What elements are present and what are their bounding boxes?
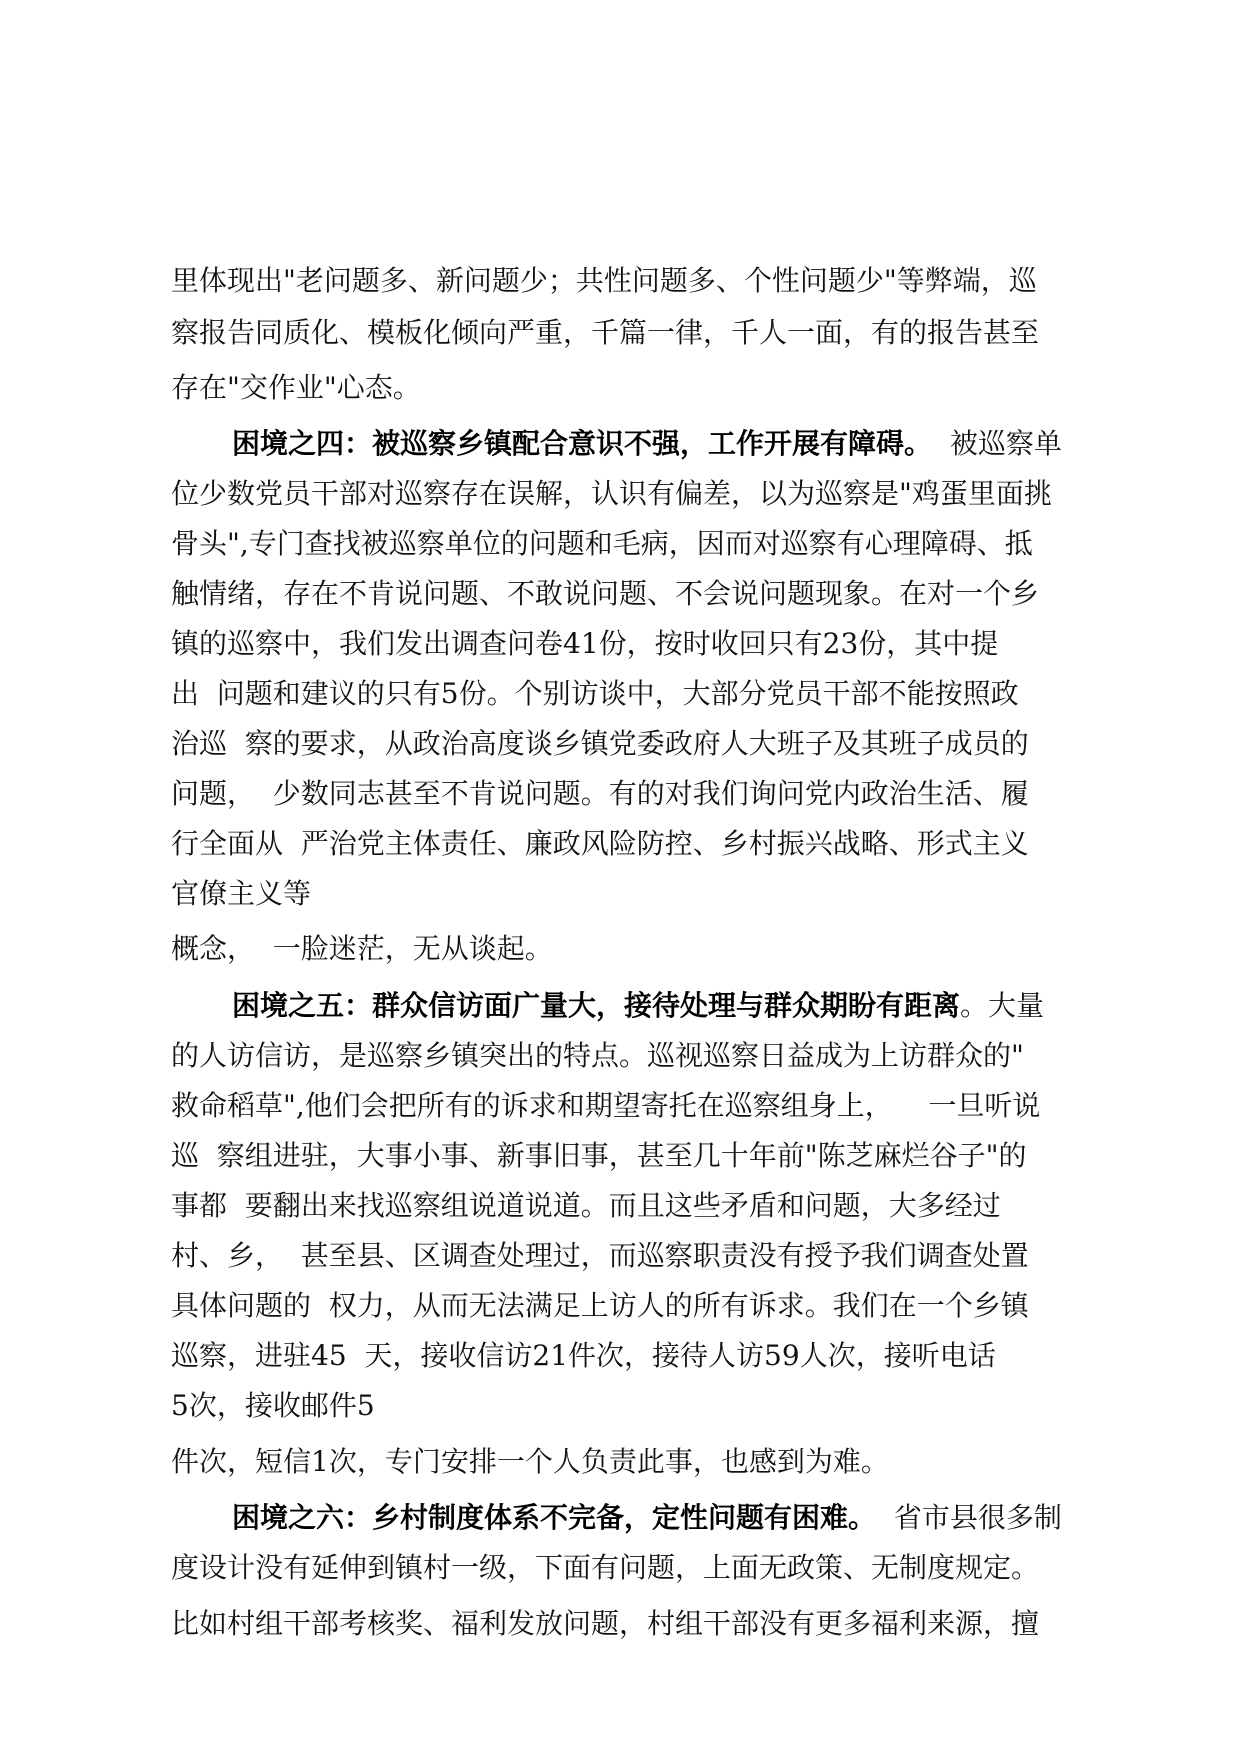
text-line: 问题， 少数同志甚至不肯说问题。有的对我们询问党内政治生活、履 <box>171 777 1029 810</box>
text-line: 官僚主义等 <box>171 877 312 910</box>
paragraph-5-heading: 困境之五：群众信访面广量大，接待处理与群众期盼有距离 <box>232 989 961 1022</box>
paragraph-6-heading: 困境之六：乡村制度体系不完备，定性问题有困难。 <box>232 1501 877 1534</box>
text-line: 治巡 察的要求，从政治高度谈乡镇党委政府人大班子及其班子成员的 <box>171 727 1029 760</box>
paragraph-6-lead: 省市县很多制 <box>876 1501 1062 1534</box>
text-line: 的人访信访，是巡察乡镇突出的特点。巡视巡察日益成为上访群众的" <box>171 1039 1024 1072</box>
paragraph-5-first-line <box>232 981 1072 1031</box>
text-line: 事都 要翻出来找巡察组说道说道。而且这些矛盾和问题，大多经过 <box>171 1189 1001 1222</box>
text-line: 触情绪，存在不肯说问题、不敢说问题、不会说问题现象。在对一个乡 <box>171 577 1040 610</box>
text-line: 位少数党员干部对巡察存在误解，认识有偏差，以为巡察是"鸡蛋里面挑 <box>171 477 1052 510</box>
text-line: 5次，接收邮件5 <box>171 1389 375 1422</box>
text-line: 骨头",专门查找被巡察单位的问题和毛病，因而对巡察有心理障碍、抵 <box>171 527 1033 560</box>
text-line: 巡 察组进驻，大事小事、新事旧事，甚至几十年前"陈芝麻烂谷子"的 <box>171 1139 1027 1172</box>
text-line: 比如村组干部考核奖、福利发放问题，村组干部没有更多福利来源，擅 <box>171 1607 1040 1640</box>
text-line: 概念， 一脸迷茫，无从谈起。 <box>171 932 553 965</box>
text-line: 行全面从 严治党主体责任、廉政风险防控、乡村振兴战略、形式主义 <box>171 827 1029 860</box>
text-line: 存在"交作业"心态。 <box>171 371 421 404</box>
text-line: 出 问题和建议的只有5份。个别访谈中，大部分党员干部不能按照政 <box>171 677 1019 710</box>
text-line: 度设计没有延伸到镇村一级，下面有问题，上面无政策、无制度规定。 <box>171 1551 1040 1584</box>
paragraph-6-first-line <box>232 1493 1072 1543</box>
text-line: 件次，短信1次，专门安排一个人负责此事，也感到为难。 <box>171 1445 889 1478</box>
text-line: 救命稻草",他们会把所有的诉求和期望寄托在巡察组身上， 一旦听说 <box>171 1089 1041 1122</box>
text-line: 村、乡， 甚至县、区调查处理过，而巡察职责没有授予我们调查处置 <box>171 1239 1029 1272</box>
paragraph-4-heading: 困境之四：被巡察乡镇配合意识不强，工作开展有障碍。 <box>232 427 933 460</box>
text-line: 镇的巡察中，我们发出调查问卷41份，按时收回只有23份，其中提 <box>171 627 999 660</box>
text-line: 里体现出"老问题多、新问题少；共性问题多、个性问题少"等弊端，巡 <box>171 264 1037 297</box>
paragraph-4-lead: 被巡察单 <box>932 427 1062 460</box>
text-line: 察报告同质化、模板化倾向严重，千篇一律，千人一面，有的报告甚至 <box>171 316 1040 349</box>
paragraph-4-first-line <box>232 419 1072 469</box>
text-line: 巡察，进驻45 天，接收信访21件次，接待人访59人次，接听电话 <box>171 1339 996 1372</box>
text-line: 具体问题的 权力，从而无法满足上访人的所有诉求。我们在一个乡镇 <box>171 1289 1029 1322</box>
paragraph-5-lead: 。大量 <box>960 989 1045 1022</box>
